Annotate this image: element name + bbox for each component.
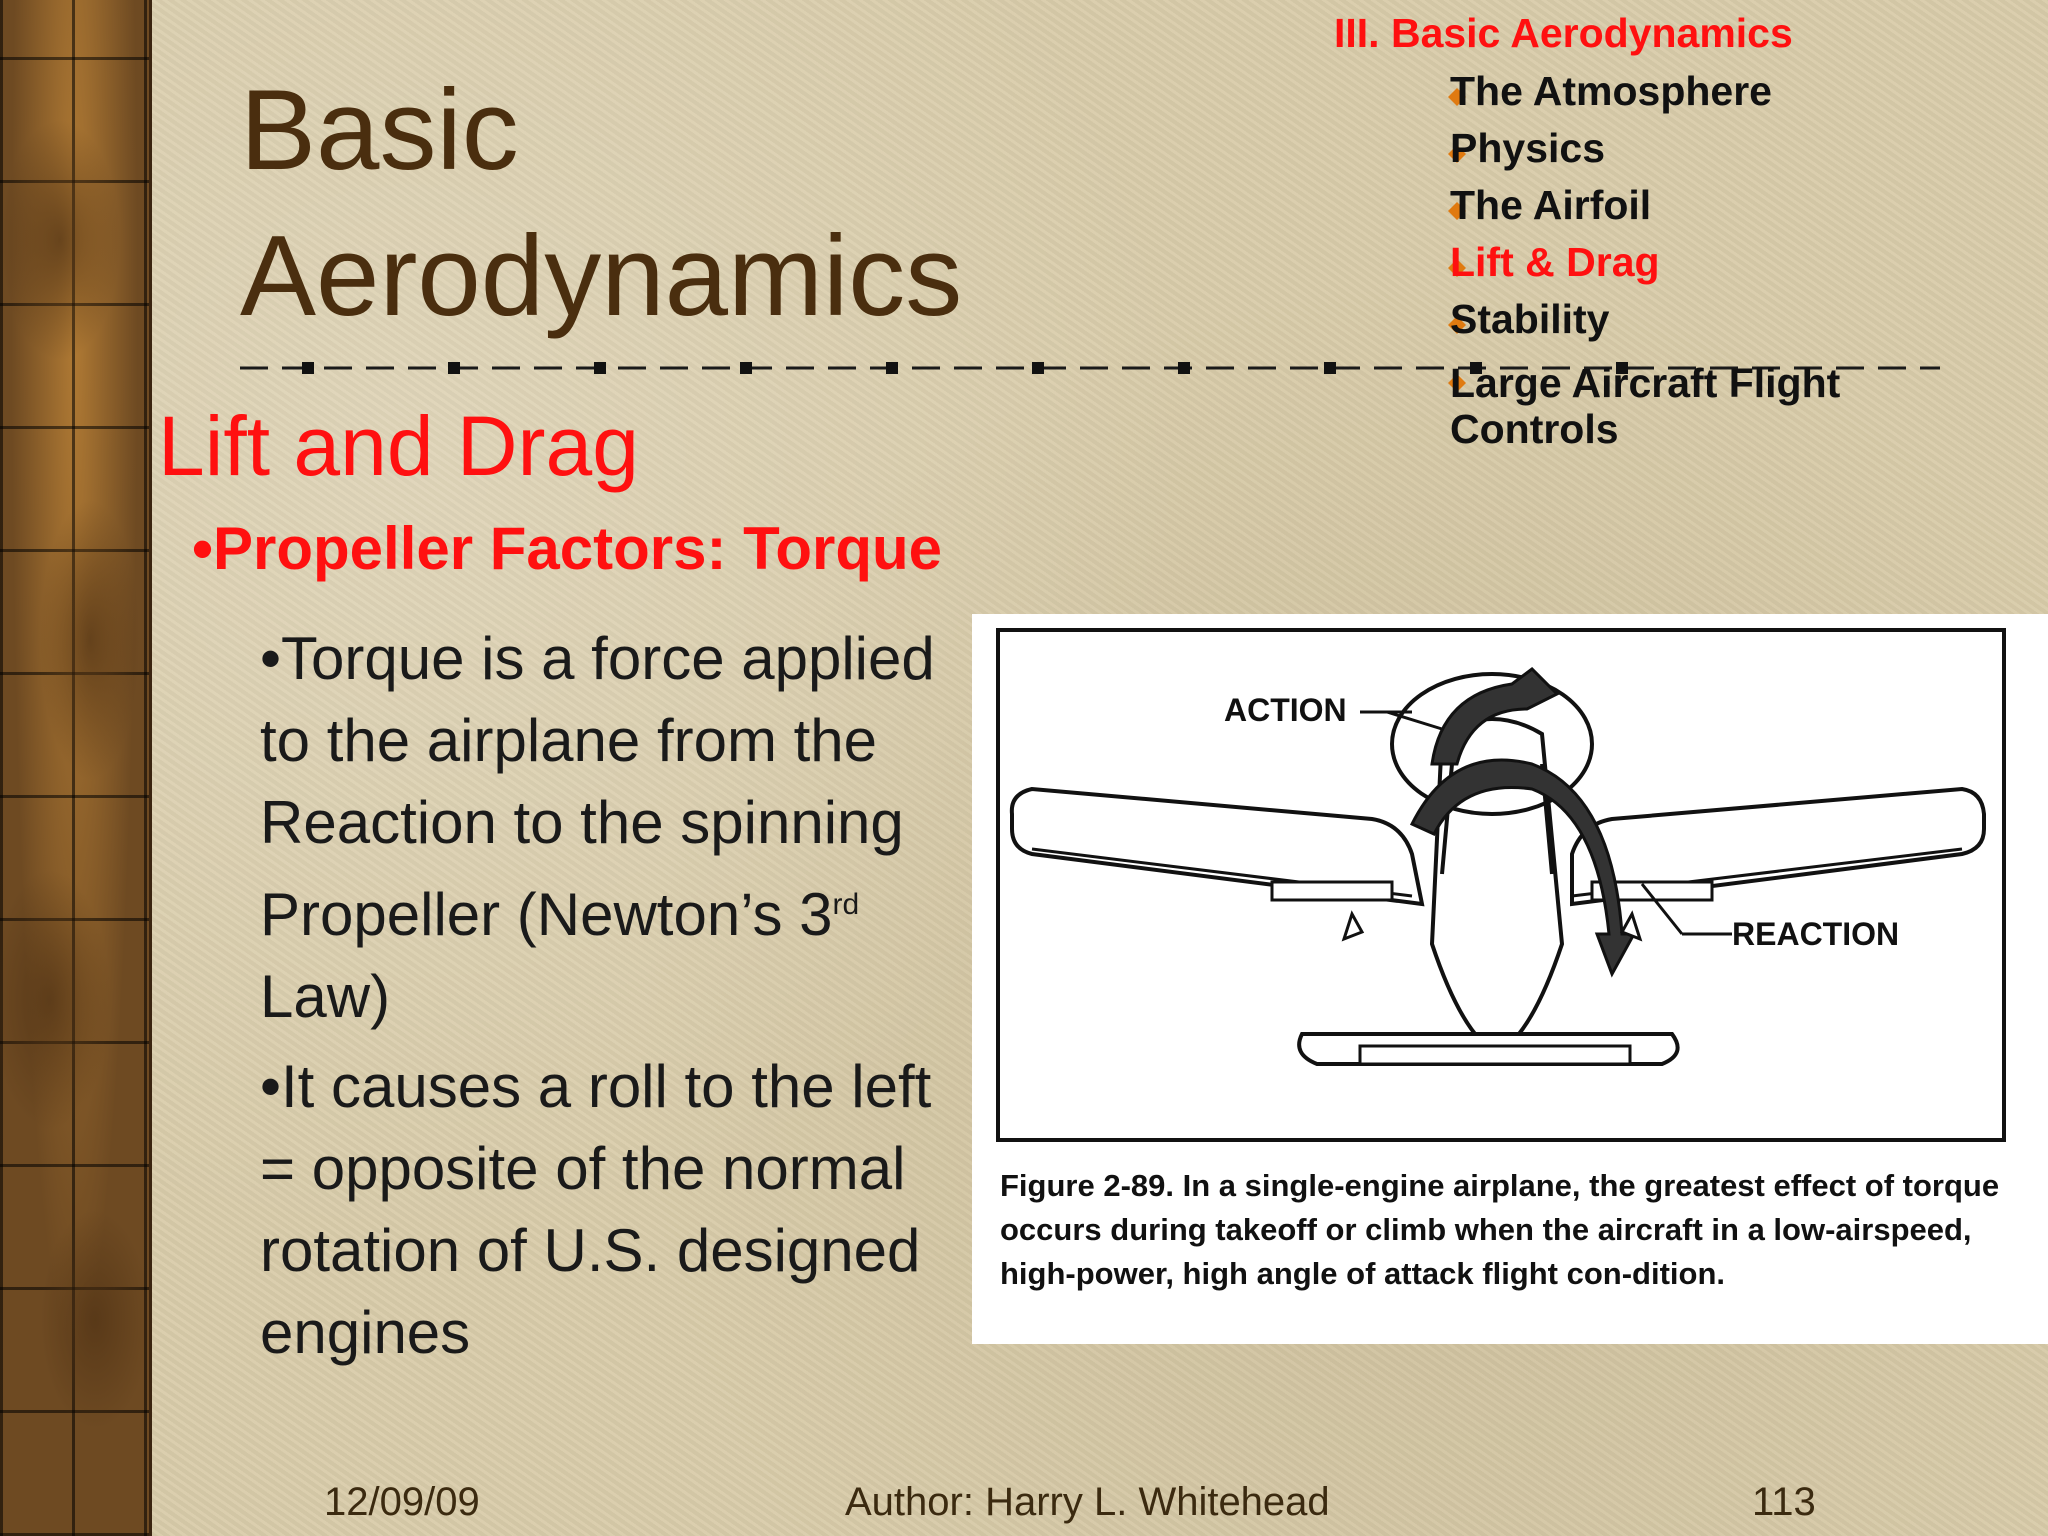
footer-page-number: 113 (1752, 1480, 1816, 1524)
bullet-torque-definition (260, 618, 980, 1038)
decorative-left-border-shading (0, 0, 152, 1536)
ordinal-suffix: rd (832, 888, 860, 921)
section-heading: Lift and Drag (158, 399, 639, 493)
outline-item-atmosphere: The Atmosphere (1450, 68, 1772, 114)
outline-item-stability: Stability (1450, 296, 1610, 342)
outline-item-physics: Physics (1450, 125, 1605, 171)
bullet-list (260, 618, 980, 1374)
slide-title-line-2: Aerodynamics (240, 213, 963, 340)
footer-author: Author: Harry L. Whitehead (845, 1480, 1330, 1524)
torque-figure (972, 614, 2048, 1344)
airplane-torque-diagram (972, 614, 2048, 1154)
outline-heading: III. Basic Aerodynamics (1334, 10, 1793, 56)
outline-item-lift-drag: Lift & Drag (1450, 239, 1660, 285)
bullet-1-text-end: Law) (260, 963, 391, 1030)
slide-title (240, 58, 962, 350)
reaction-label: REACTION (1732, 916, 1900, 952)
bullet-roll-effect: •It causes a roll to the left = opposite of the normal rotation of U.S. designed engines (260, 1053, 932, 1366)
subheading: •Propeller Factors: Torque (192, 515, 943, 582)
outline-item-large-aircraft: Large Aircraft Flight Controls (1450, 360, 1841, 452)
slide-title-line-1: Basic (240, 67, 519, 194)
outline-item-airfoil: The Airfoil (1450, 182, 1652, 228)
bullet-1-text: •Torque is a force applied to the airplane from the Reaction to the spinning Propeller (Newton’s 3 (260, 625, 935, 948)
footer-date: 12/09/09 (324, 1480, 480, 1524)
figure-caption: Figure 2-89. In a single-engine airplane, the greatest effect of torque occurs during takeoff or climb when the aircraft in a low-airspeed, high-power, high angle of attack flight con-dition. (1000, 1168, 2000, 1291)
action-label: ACTION (1224, 692, 1347, 728)
